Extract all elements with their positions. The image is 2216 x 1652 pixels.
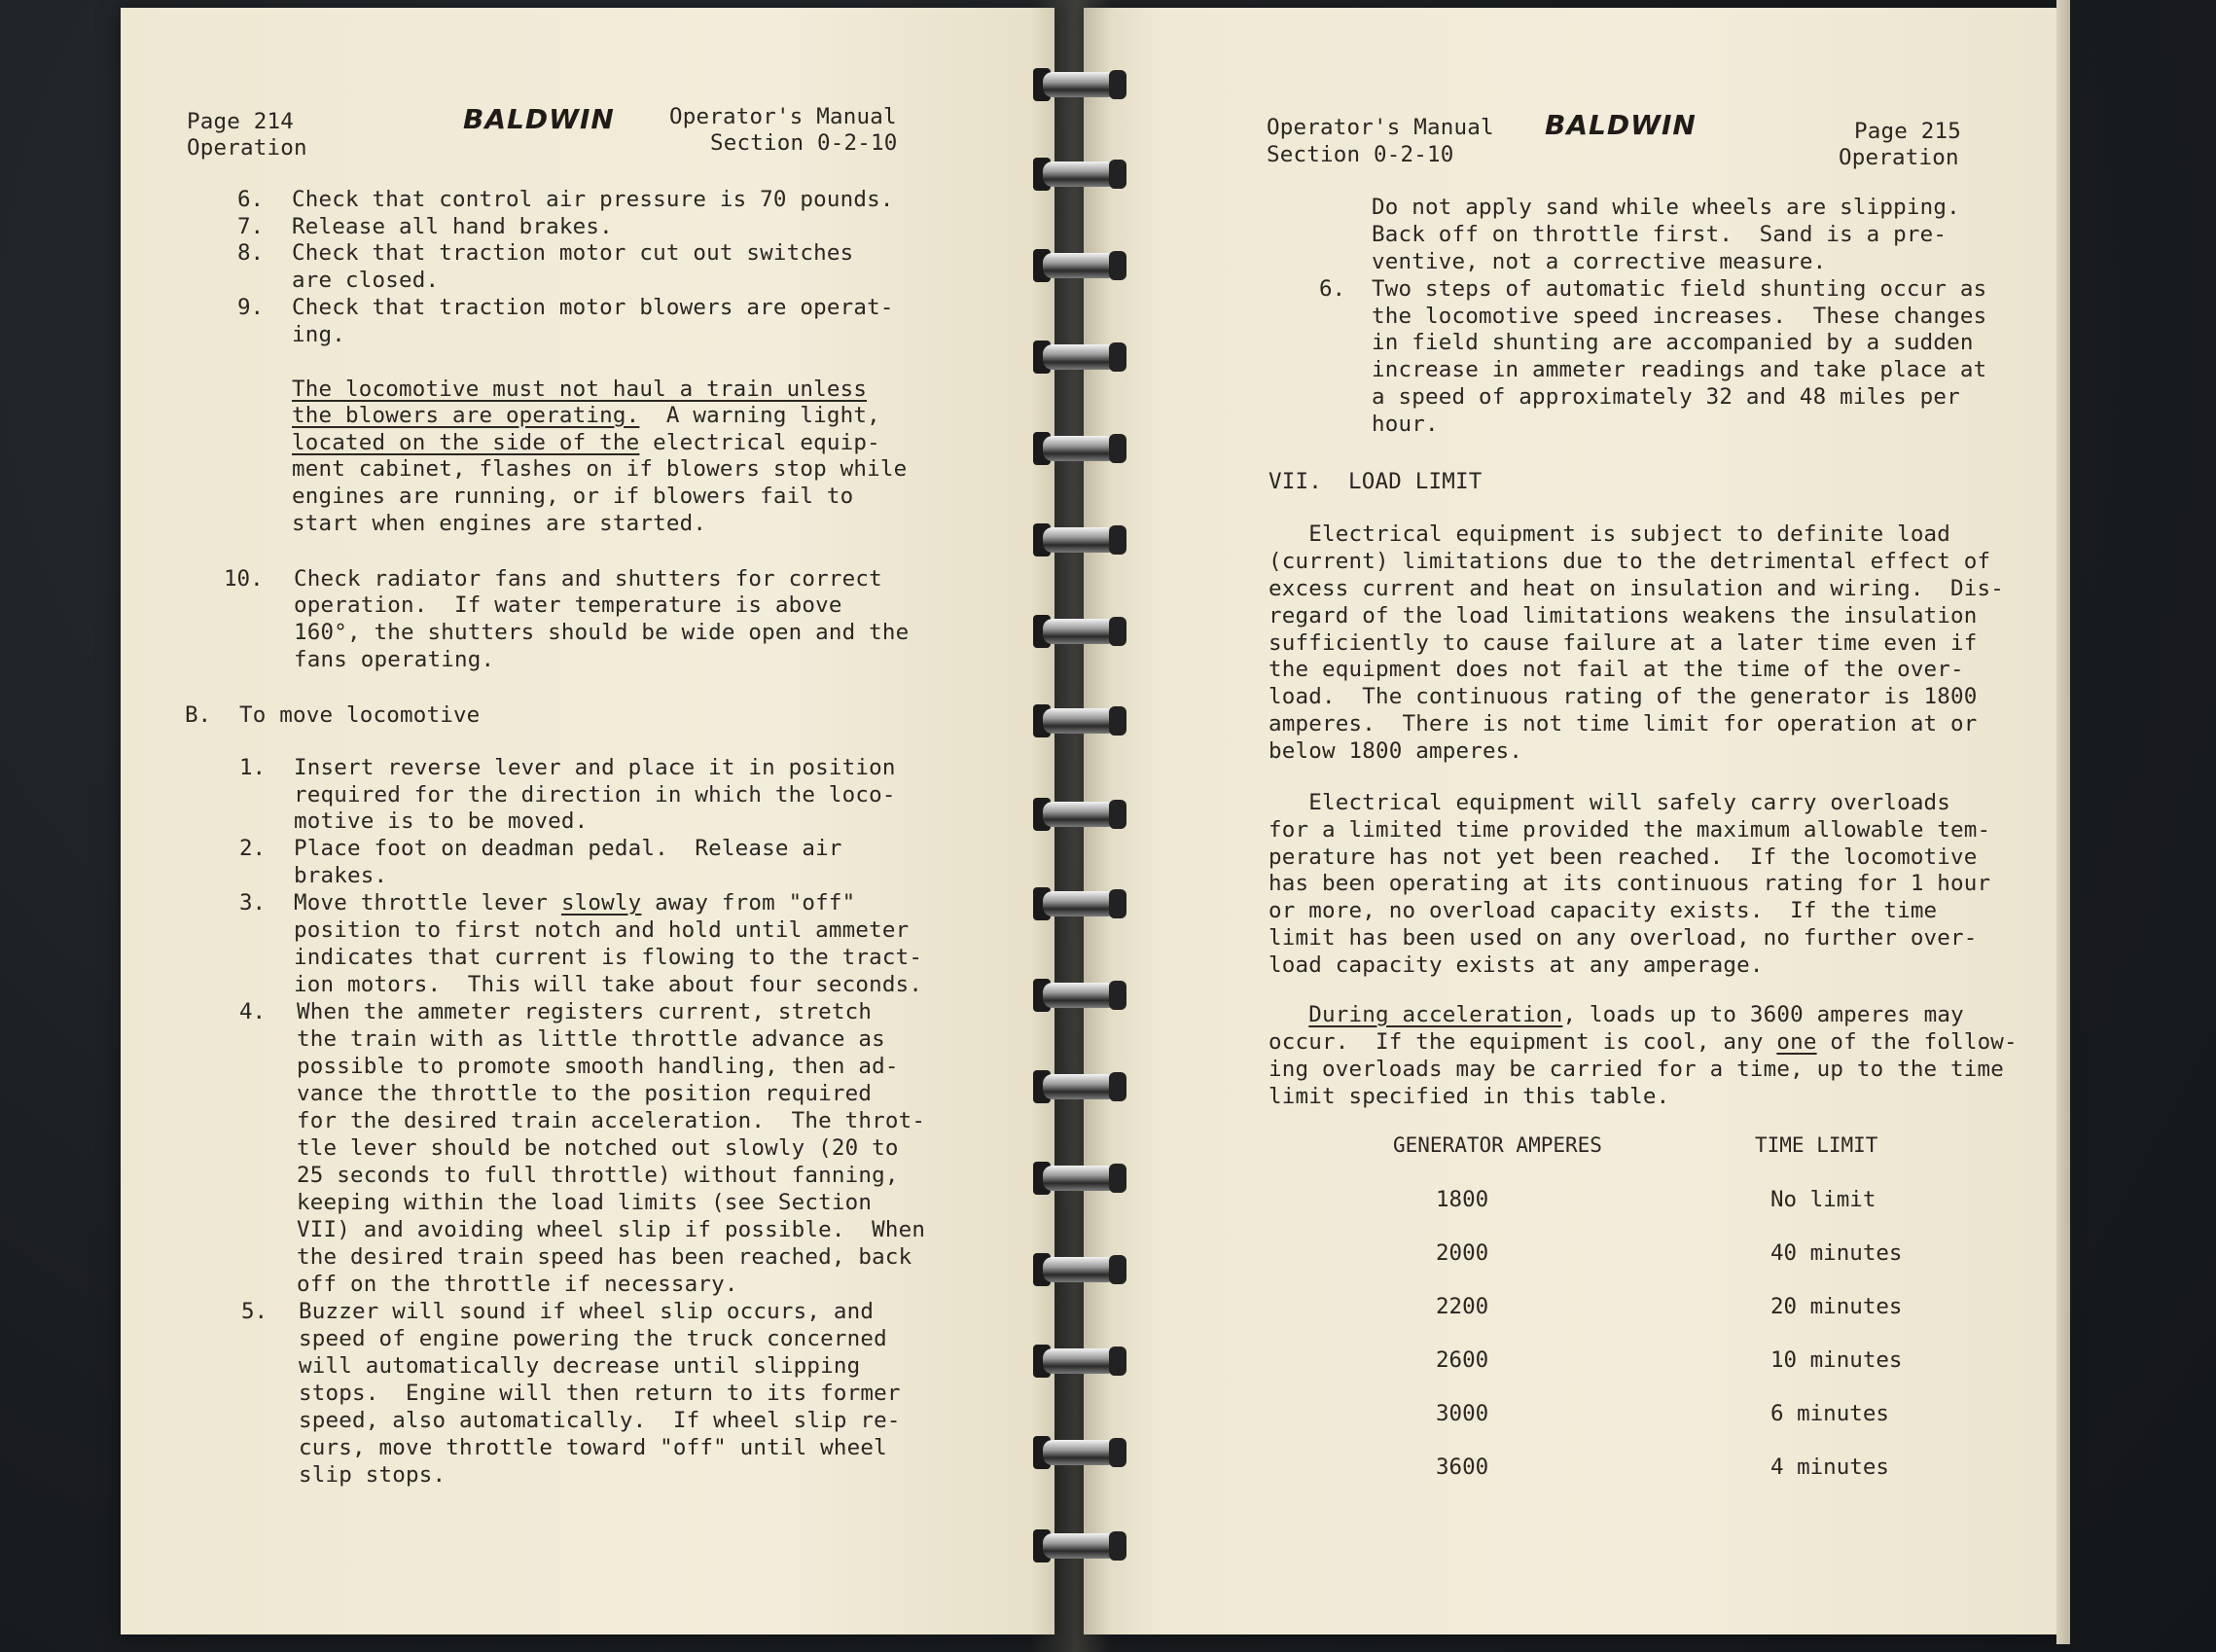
b3-number: 3. xyxy=(239,890,267,916)
b4-line-3: possible to promote smooth handling, then ad- xyxy=(297,1054,899,1079)
para2-line-1: Electrical equipment will safely carry overloads xyxy=(1269,790,1951,815)
table-cell-time-limit: No limit xyxy=(1770,1187,1876,1212)
para3-indent xyxy=(1269,1002,1308,1027)
b2-line-2: brakes. xyxy=(294,863,388,888)
binding-coil xyxy=(1033,885,1128,922)
para3-line-2-c: of the follow- xyxy=(1816,1029,2018,1055)
para3-one: one xyxy=(1776,1029,1817,1055)
para2-line-2: for a limited time provided the maximum allowable tem- xyxy=(1269,817,1991,843)
para3-line-1 xyxy=(1269,1002,1964,1029)
item-8-line-1: Check that traction motor cut out switches xyxy=(292,240,854,266)
warning-line-3-rest: electrical equip- xyxy=(639,430,880,455)
para2-line-3: perature has not yet been reached. If the locomotive xyxy=(1269,844,1978,870)
binding-coil xyxy=(1033,247,1128,284)
binding-coil xyxy=(1033,613,1128,650)
warning-line-2-rest: A warning light, xyxy=(639,403,880,428)
r-item-6-line-5: a speed of approximately 32 and 48 miles per xyxy=(1372,384,1960,410)
item-10-line-4: fans operating. xyxy=(294,647,495,672)
item-10-number: 10. xyxy=(224,566,264,592)
warning-line-2-underlined: the blowers are operating. xyxy=(292,403,640,428)
cont-line-3: ventive, not a corrective measure. xyxy=(1372,249,1827,274)
para1-line-3: excess current and heat on insulation and wiring. Dis- xyxy=(1269,576,2005,601)
section-b-label: B. xyxy=(185,702,212,728)
table-cell-time-limit: 20 minutes xyxy=(1770,1294,1903,1319)
para1-line-6: the equipment does not fail at the time of the over- xyxy=(1269,657,1964,682)
warning-line-2 xyxy=(292,403,880,430)
b3-line-3: indicates that current is flowing to the tract- xyxy=(294,945,923,970)
binding-coil xyxy=(1033,156,1128,193)
item-8-number: 8. xyxy=(237,240,265,266)
table-cell-amperes: 3000 xyxy=(1436,1401,1489,1426)
para1-line-8: amperes. There is not time limit for operation at or xyxy=(1269,711,1978,736)
para3-line-2-a: occur. If the equipment is cool, any xyxy=(1269,1029,1777,1055)
r-item-6-line-2: the locomotive speed increases. These changes xyxy=(1372,304,1987,329)
r-item-6-number: 6. xyxy=(1319,276,1346,302)
b1-line-1: Insert reverse lever and place it in position xyxy=(294,755,896,780)
table-cell-amperes: 3600 xyxy=(1436,1454,1489,1480)
warning-line-5: engines are running, or if blowers fail to xyxy=(292,484,854,509)
binding-coil xyxy=(1033,521,1128,558)
b2-number: 2. xyxy=(239,836,267,861)
table-cell-amperes: 1800 xyxy=(1436,1187,1489,1212)
warning-line-3 xyxy=(292,430,880,457)
b3-slowly: slowly xyxy=(560,890,642,916)
warning-line-6: start when engines are started. xyxy=(292,511,707,536)
para2-line-6: limit has been used on any overload, no further over- xyxy=(1269,925,1978,951)
binding-coil xyxy=(1033,430,1128,467)
during-acceleration: During acceleration xyxy=(1308,1002,1563,1027)
b4-line-5: for the desired train acceleration. The throt- xyxy=(297,1108,926,1133)
b5-line-1: Buzzer will sound if wheel slip occurs, and xyxy=(299,1299,875,1324)
right-brand-logo: BALDWIN xyxy=(1545,109,1697,141)
binding-coil xyxy=(1033,66,1128,103)
item-6-text: Check that control air pressure is 70 pounds. xyxy=(292,187,894,212)
b4-line-11: off on the throttle if necessary. xyxy=(297,1272,738,1297)
table-cell-amperes: 2200 xyxy=(1436,1294,1489,1319)
table-cell-time-limit: 40 minutes xyxy=(1770,1240,1903,1266)
table-cell-amperes: 2000 xyxy=(1436,1240,1489,1266)
table-cell-time-limit: 4 minutes xyxy=(1770,1454,1889,1480)
b5-line-6: curs, move throttle toward "off" until wheel xyxy=(299,1435,887,1460)
item-8-line-2: are closed. xyxy=(292,268,440,293)
r-item-6-line-1: Two steps of automatic field shunting occur as xyxy=(1372,276,1987,302)
b5-number: 5. xyxy=(241,1299,268,1324)
table-header-amperes: GENERATOR AMPERES xyxy=(1393,1133,1602,1157)
binding-coil xyxy=(1033,1527,1128,1564)
binding-coil xyxy=(1033,977,1128,1014)
b3-line-1-a: Move throttle lever xyxy=(294,890,561,916)
table-cell-time-limit: 10 minutes xyxy=(1770,1347,1903,1373)
para3-line-1-rest: , loads up to 3600 amperes may xyxy=(1562,1002,1964,1027)
b5-line-7: slip stops. xyxy=(299,1462,447,1488)
r-item-6-line-6: hour. xyxy=(1372,412,1439,437)
item-10-line-2: operation. If water temperature is above xyxy=(294,593,842,618)
left-section-code: Section 0-2-10 xyxy=(710,130,898,156)
b4-line-4: vance the throttle to the position required xyxy=(297,1081,873,1106)
para2-line-5: or more, no overload capacity exists. If the time xyxy=(1269,898,1938,923)
para3-line-2 xyxy=(1269,1029,2018,1057)
binding-coil xyxy=(1033,702,1128,739)
b4-line-9: VII) and avoiding wheel slip if possible. When xyxy=(297,1217,926,1242)
cont-line-2: Back off on throttle first. Sand is a pre- xyxy=(1372,222,1948,247)
binding-coil xyxy=(1033,1068,1128,1105)
binding-coil xyxy=(1033,1251,1128,1288)
page-edge xyxy=(2056,0,2070,1644)
binding-coil xyxy=(1033,1160,1128,1197)
item-10-line-1: Check radiator fans and shutters for correct xyxy=(294,566,882,592)
right-page-number: Page 215 xyxy=(1854,119,1961,144)
left-manual-title: Operator's Manual xyxy=(669,104,897,129)
binding-coil xyxy=(1033,796,1128,833)
b4-line-1: When the ammeter registers current, stretch xyxy=(297,999,873,1024)
b3-line-1 xyxy=(294,890,855,917)
item-9-line-2: ing. xyxy=(292,322,345,347)
item-7-text: Release all hand brakes. xyxy=(292,214,613,239)
para1-line-2: (current) limitations due to the detrimental effect of xyxy=(1269,549,1991,574)
b1-number: 1. xyxy=(239,755,267,780)
item-7-number: 7. xyxy=(237,214,265,239)
para3-line-3: ing overloads may be carried for a time, up to the time xyxy=(1269,1057,2005,1082)
b4-line-10: the desired train speed has been reached, back xyxy=(297,1244,912,1270)
table-cell-amperes: 2600 xyxy=(1436,1347,1489,1373)
b4-line-8: keeping within the load limits (see Section xyxy=(297,1190,873,1215)
right-section-name: Operation xyxy=(1839,145,1959,170)
b3-line-2: position to first notch and hold until ammeter xyxy=(294,917,910,943)
left-section-name: Operation xyxy=(187,135,307,161)
b4-line-7: 25 seconds to full throttle) without fanning, xyxy=(297,1163,899,1188)
para3-line-4: limit specified in this table. xyxy=(1269,1084,1670,1109)
para1-line-5: sufficiently to cause failure at a later time even if xyxy=(1269,630,1978,656)
b1-line-2: required for the direction in which the loco- xyxy=(294,782,896,808)
para2-line-4: has been operating at its continuous rating for 1 hour xyxy=(1269,871,1991,896)
item-9-number: 9. xyxy=(237,295,265,320)
section-b-title: To move locomotive xyxy=(239,702,481,728)
para1-line-7: load. The continuous rating of the generator is 1800 xyxy=(1269,684,1978,709)
b4-line-2: the train with as little throttle advance as xyxy=(297,1026,885,1052)
section-vii-title: LOAD LIMIT xyxy=(1348,469,1483,494)
table-cell-time-limit: 6 minutes xyxy=(1770,1401,1889,1426)
section-vii-number: VII. xyxy=(1269,469,1322,494)
b5-line-2: speed of engine powering the truck concerned xyxy=(299,1326,887,1351)
b4-line-6: tle lever should be notched out slowly (20 to xyxy=(297,1135,899,1161)
b5-line-4: stops. Engine will then return to its former xyxy=(299,1381,901,1406)
b2-line-1: Place foot on deadman pedal. Release air xyxy=(294,836,842,861)
b3-line-4: ion motors. This will take about four seconds. xyxy=(294,972,923,997)
left-brand-logo: BALDWIN xyxy=(463,103,615,135)
b4-number: 4. xyxy=(239,999,267,1024)
warning-line-1: The locomotive must not haul a train unless xyxy=(292,377,868,402)
table-header-time-limit: TIME LIMIT xyxy=(1755,1133,1878,1157)
cont-line-1: Do not apply sand while wheels are slipping. xyxy=(1372,195,1960,220)
binding-coil xyxy=(1033,339,1128,376)
b5-line-3: will automatically decrease until slipping xyxy=(299,1353,861,1379)
item-9-line-1: Check that traction motor blowers are operat- xyxy=(292,295,894,320)
para1-line-4: regard of the load limitations weakens the insulation xyxy=(1269,603,1978,628)
item-6-number: 6. xyxy=(237,187,265,212)
right-manual-title: Operator's Manual xyxy=(1267,115,1494,140)
warning-line-4: ment cabinet, flashes on if blowers stop while xyxy=(292,456,908,482)
para1-line-1: Electrical equipment is subject to definite load xyxy=(1269,521,1951,547)
left-page-number: Page 214 xyxy=(187,109,294,134)
item-10-line-3: 160°, the shutters should be wide open and the xyxy=(294,620,910,645)
para2-line-7: load capacity exists at any amperage. xyxy=(1269,952,1764,978)
b5-line-5: speed, also automatically. If wheel slip re- xyxy=(299,1408,901,1433)
r-item-6-line-3: in field shunting are accompanied by a sudden xyxy=(1372,330,1974,355)
para1-line-9: below 1800 amperes. xyxy=(1269,738,1523,764)
b3-line-1-c: away from "off" xyxy=(641,890,856,916)
b1-line-3: motive is to be moved. xyxy=(294,808,589,834)
warning-line-3-underlined: located on the side of the xyxy=(292,430,640,455)
r-item-6-line-4: increase in ammeter readings and take place at xyxy=(1372,357,1987,382)
binding-coil xyxy=(1033,1434,1128,1471)
right-section-code: Section 0-2-10 xyxy=(1267,142,1454,167)
binding-coil xyxy=(1033,1343,1128,1380)
